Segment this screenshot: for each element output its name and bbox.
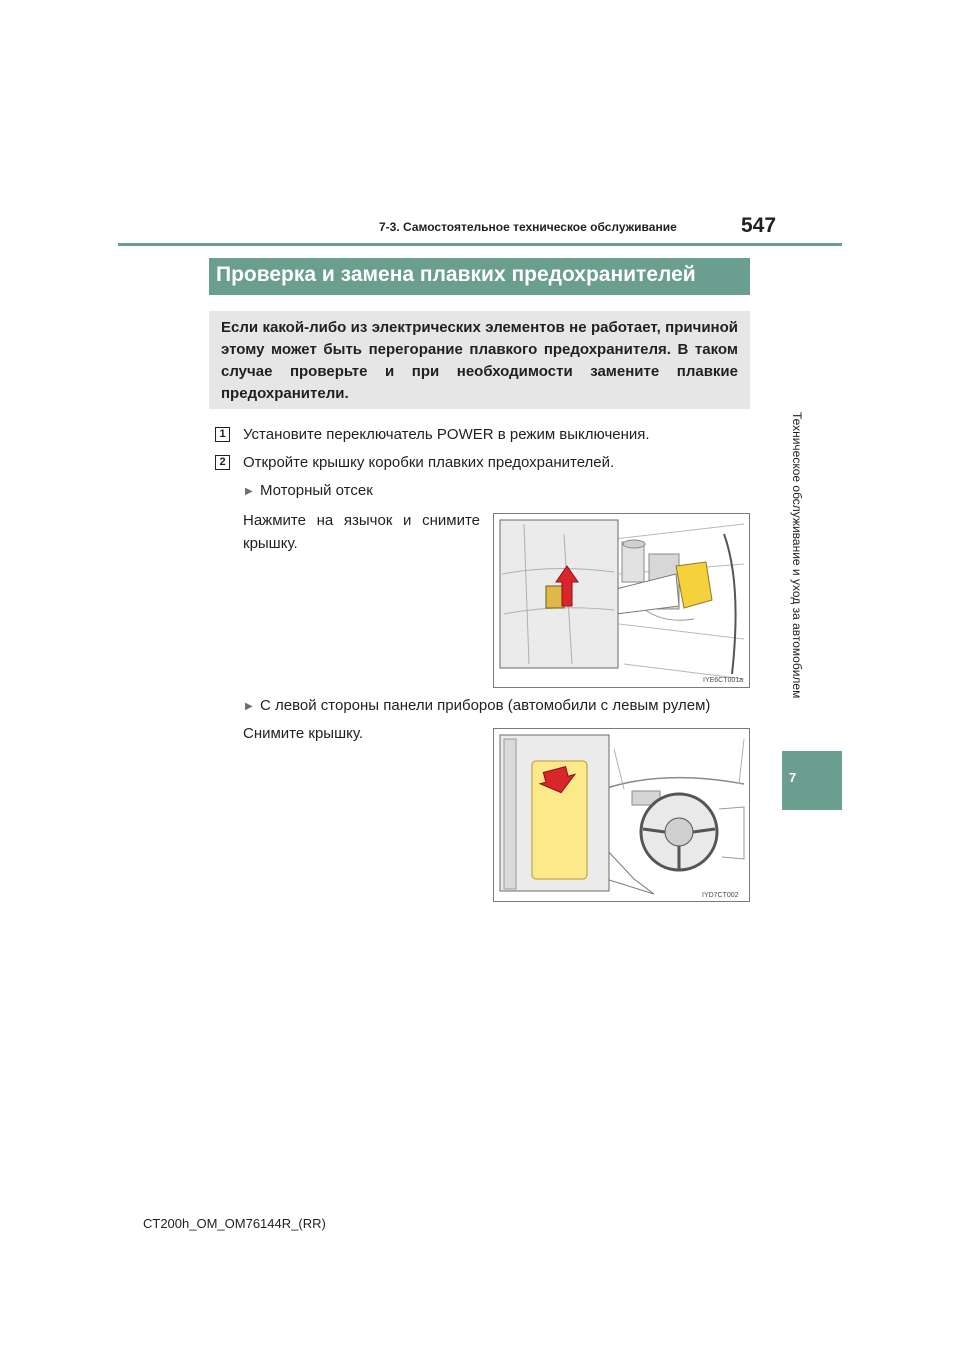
subitem-2-heading: С левой стороны панели приборов (автомобили с левым рулем) — [260, 697, 711, 714]
section-title: Проверка и замена плавких предохранителей — [209, 258, 750, 295]
footer-document-code: CT200h_OM_OM76144R_(RR) — [143, 1216, 326, 1231]
intro-box — [209, 311, 750, 409]
bullet-arrow-icon: ▶ — [245, 701, 253, 712]
side-tab-label: Техническое обслуживание и уход за автомобилем — [790, 412, 804, 699]
engine-compartment-figure — [493, 513, 750, 688]
step-2-text: Откройте крышку коробки плавких предохранителей. — [243, 454, 615, 471]
subitem-1-heading: Моторный отсек — [260, 482, 373, 499]
page-number: 547 — [741, 214, 777, 237]
chapter-number: 7 — [789, 770, 797, 785]
figure-1-code: IYE6CT001a — [703, 677, 744, 684]
step-1-text: Установите переключатель POWER в режим выключения. — [243, 426, 650, 443]
instrument-panel-illustration — [494, 729, 749, 901]
figure-2-code: IYD7CT002 — [702, 892, 739, 899]
subitem-2-description: Снимите крышку. — [243, 725, 364, 742]
intro-text: Если какой-либо из электрических элементов не работает, причиной этому может быть перегорание плавкого предохранителя. В таком случае проверьте и при необходимости замените плавкие предохранители. — [221, 319, 738, 402]
step-badge-2: 2 — [215, 455, 230, 470]
step-badge-1: 1 — [215, 427, 230, 442]
engine-compartment-illustration — [494, 514, 749, 687]
running-header: 7-3. Самостоятельное техническое обслуживание — [379, 220, 677, 234]
instrument-panel-figure — [493, 728, 750, 902]
subitem-1-description: Нажмите на язычок и снимите крышку. — [243, 512, 480, 552]
bullet-arrow-icon: ▶ — [245, 486, 253, 497]
header-rule — [118, 243, 842, 246]
